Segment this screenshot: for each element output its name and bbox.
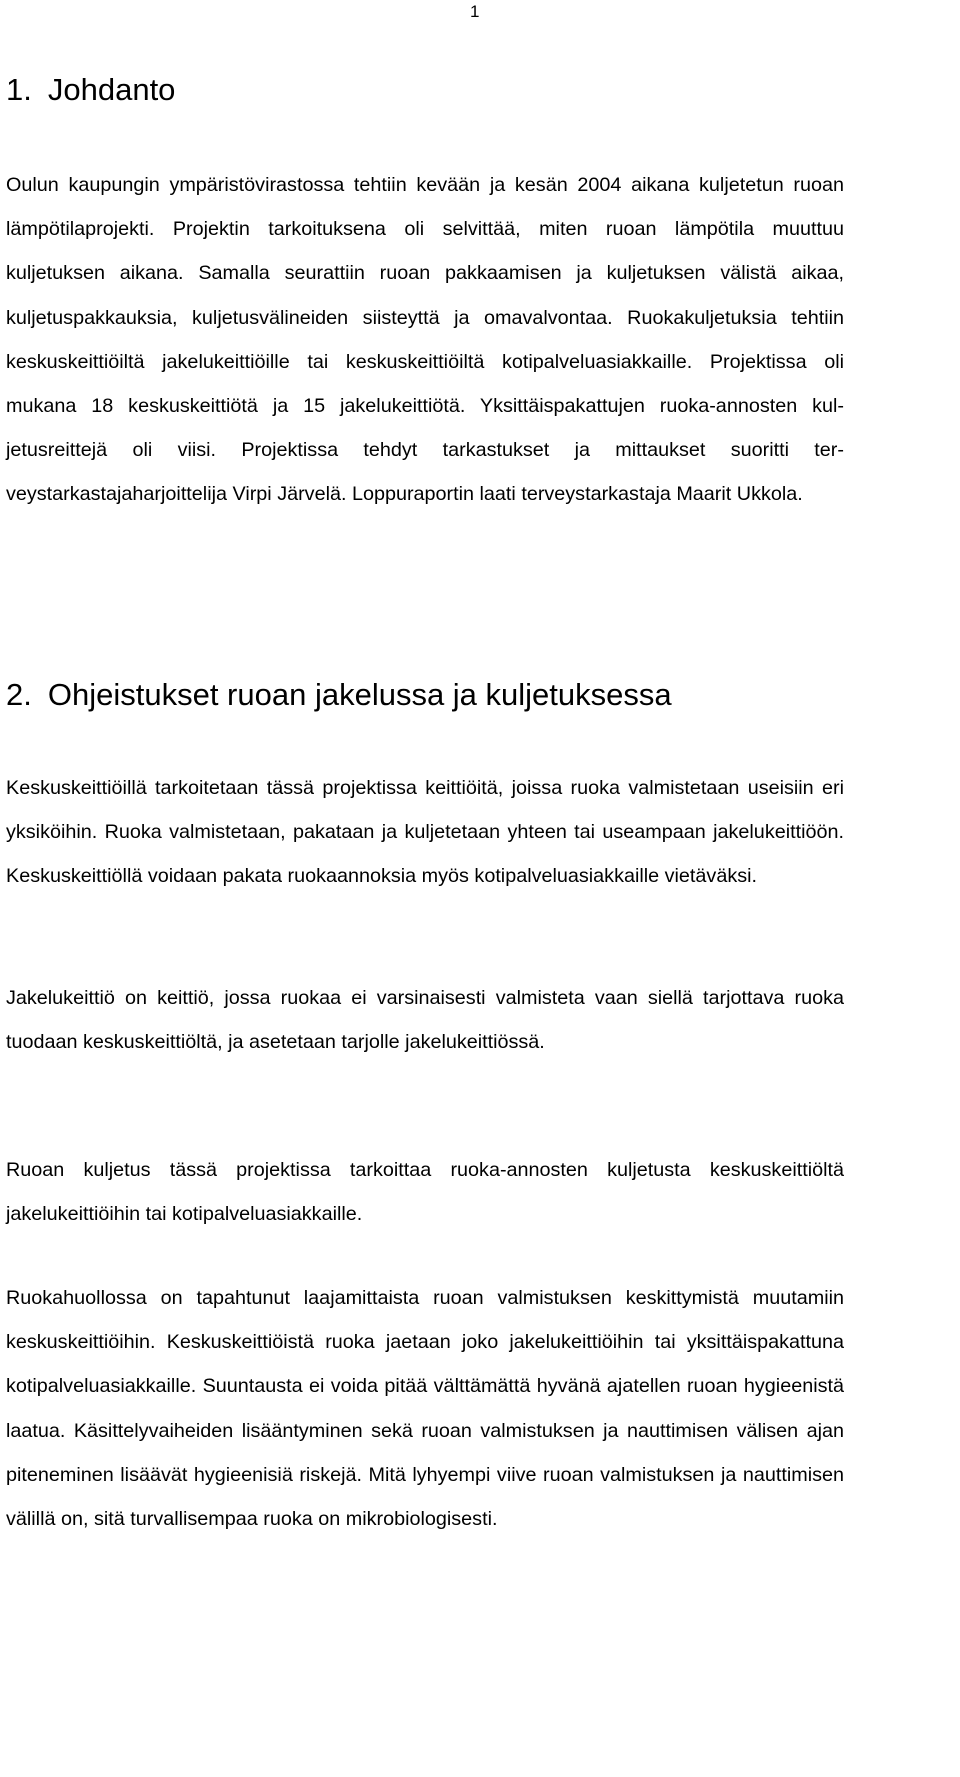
section-2-number: 2. <box>6 677 32 712</box>
section-1-number: 1. <box>6 72 32 107</box>
section-2-paragraph-2: Jakelukeittiö on keittiö, jossa ruokaa ei varsinaisesti valmisteta vaan siellä tarjottava ruoka tuodaan keskuskeittiöltä, ja asetetaan tarjolle jakelukeittiössä. <box>6 987 844 1054</box>
section-2-heading <box>6 677 672 713</box>
page-number: 1 <box>470 2 480 21</box>
section-2-paragraph-4: Ruokahuollossa on tapahtunut laajamittaista ruoan valmistuksen keskittymistä muutamiin keskuskeittiöihin. Keskuskeittiöistä ruoka jaetaan joko jakelukeittiöihin tai yksittäispakattuna kotipalveluasiakkaille. Suuntausta ei voida pitää välttämättä hyvänä ajatellen ruoan hygieenistä laatua. Käsittelyvaiheiden lisääntyminen sekä ruoan valmistuksen ja nauttimisen välisen ajan piteneminen lisäävät hygieenisiä riskejä. Mitä lyhyempi viive ruoan valmistuksen ja nauttimisen välillä on, sitä turvallisempaa ruoka on mikrobiologisesti. <box>6 1287 844 1531</box>
section-1-paragraph: Oulun kaupungin ympäristövirastossa tehtiin kevään ja kesän 2004 aikana kuljetetun ruoan lämpötilaprojekti. Projektin tarkoituksena oli selvittää, miten ruoan lämpötila muuttuu kuljetuksen aikana. Samalla seurattiin ruoan pakkaamisen ja kuljetuksen välistä aikaa, kuljetuspakkauksia, kuljetusvälineiden siisteyttä ja omavalvontaa. Ruokakuljetuksia tehtiin keskuskeittiöiltä jakelukeittiöille tai keskuskeittiöiltä kotipalveluasiakkaille. Projektissa oli mukana 18 keskuskeittiötä ja 15 jakelukeittiötä. Yksittäispakattujen ruoka-annosten kuljetusreittejä oli viisi. Projektissa tehdyt tarkastukset ja mittaukset suoritti terveystarkastajaharjoittelija Virpi Järvelä. Loppuraportin laati terveystarkastaja Maarit Ukkola. <box>6 174 844 506</box>
section-2-paragraph-3: Ruoan kuljetus tässä projektissa tarkoittaa ruoka-annosten kuljetusta keskuskeittiöltä jakelukeittiöihin tai kotipalveluasiakkaille. <box>6 1159 844 1226</box>
section-2-paragraph-1: Keskuskeittiöillä tarkoitetaan tässä projektissa keittiöitä, joissa ruoka valmistetaan useisiin eri yksiköihin. Ruoka valmistetaan, pakataan ja kuljetetaan yhteen tai useampaan jakelukeittiöön. Keskuskeittiöllä voidaan pakata ruokaannoksia myös kotipalveluasiakkaille vietäväksi. <box>6 777 844 888</box>
section-1-title: Johdanto <box>47 72 176 107</box>
section-1-heading <box>6 72 175 108</box>
section-2-title: Ohjeistukset ruoan jakelussa ja kuljetuksessa <box>47 677 672 712</box>
